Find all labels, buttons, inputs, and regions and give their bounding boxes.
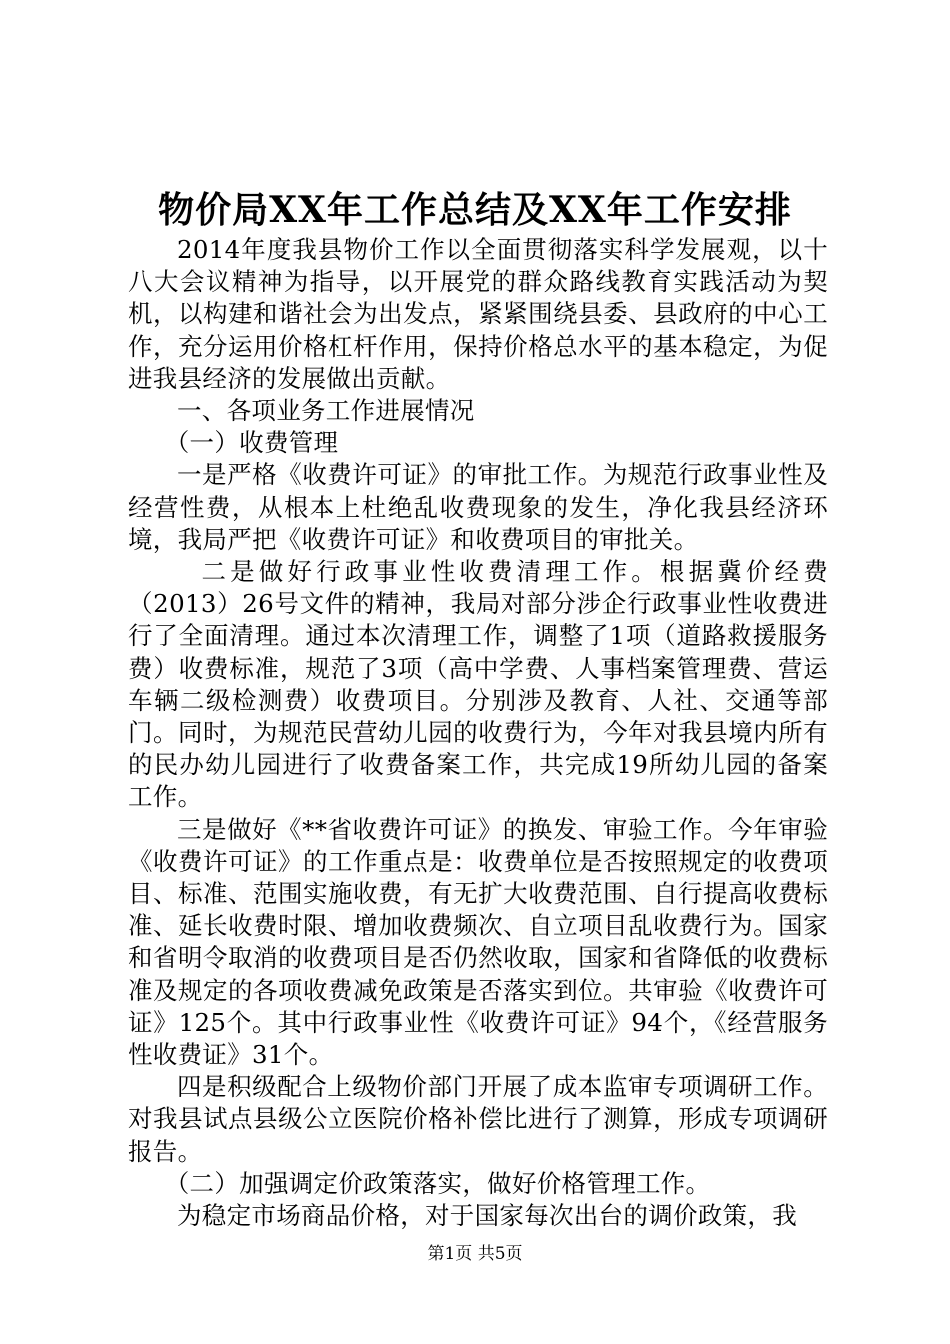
- document-title: 物价局XX年工作总结及XX年工作安排: [158, 189, 792, 231]
- paragraph-item-1: 一是严格《收费许可证》的审批工作。为规范行政事业性及经营性费，从根本上杜绝乱收费现象的发生，净化我县经济环境，我局严把《收费许可证》和收费项目的审批关。: [128, 460, 828, 554]
- paragraph-continued: 为稳定市场商品价格，对于国家每次出台的调价政策，我: [177, 1201, 797, 1231]
- intro-paragraph: 2014年度我县物价工作以全面贯彻落实科学发展观，以十八大会议精神为指导，以开展党的群众路线教育实践活动为契机，以构建和谐社会为出发点，紧紧围绕县委、县政府的中心工作，充分运用价格杠杆作用，保持价格总水平的基本稳定，为促进我县经济的发展做出贡献。: [128, 235, 828, 393]
- paragraph-item-2: 二是做好行政事业性收费清理工作。根据冀价经费（2013）26号文件的精神，我局对部分涉企行政事业性收费进行了全面清理。通过本次清理工作，调整了1项（道路救援服务费）收费标准，规范了3项（高中学费、人事档案管理费、营运车辆二级检测费）收费项目。分别涉及教育、人社、交通等部门。同时，为规范民营幼儿园的收费行为，今年对我县境内所有的民办幼儿园进行了收费备案工作，共完成19所幼儿园的备案工作。: [128, 557, 829, 812]
- paragraph-item-4: 四是积级配合上级物价部门开展了成本监审专项调研工作。对我县试点县级公立医院价格补偿比进行了测算，形成专项调研报告。: [128, 1072, 828, 1166]
- document-body: [128, 234, 828, 1232]
- subsection-heading-1: （一）收费管理: [164, 428, 339, 458]
- section-heading-1: 一、各项业务工作进展情况: [177, 396, 475, 426]
- subsection-heading-2: （二）加强调定价政策落实，做好价格管理工作。: [164, 1168, 711, 1198]
- page-indicator: 第1页 共5页: [427, 1244, 523, 1264]
- paragraph-item-3: 三是做好《**省收费许可证》的换发、审验工作。今年审验《收费许可证》的工作重点是：收费单位是否按照规定的收费项目、标准、范围实施收费，有无扩大收费范围、自行提高收费标准、延长收费时限、增加收费频次、自立项目乱收费行为。国家和省明令取消的收费项目是否仍然收取，国家和省降低的收费标准及规定的各项收费减免政策是否落实到位。共审验《收费许可证》125个。其中行政事业性《收费许可证》94个，《经营服务性收费证》31个。: [128, 814, 828, 1070]
